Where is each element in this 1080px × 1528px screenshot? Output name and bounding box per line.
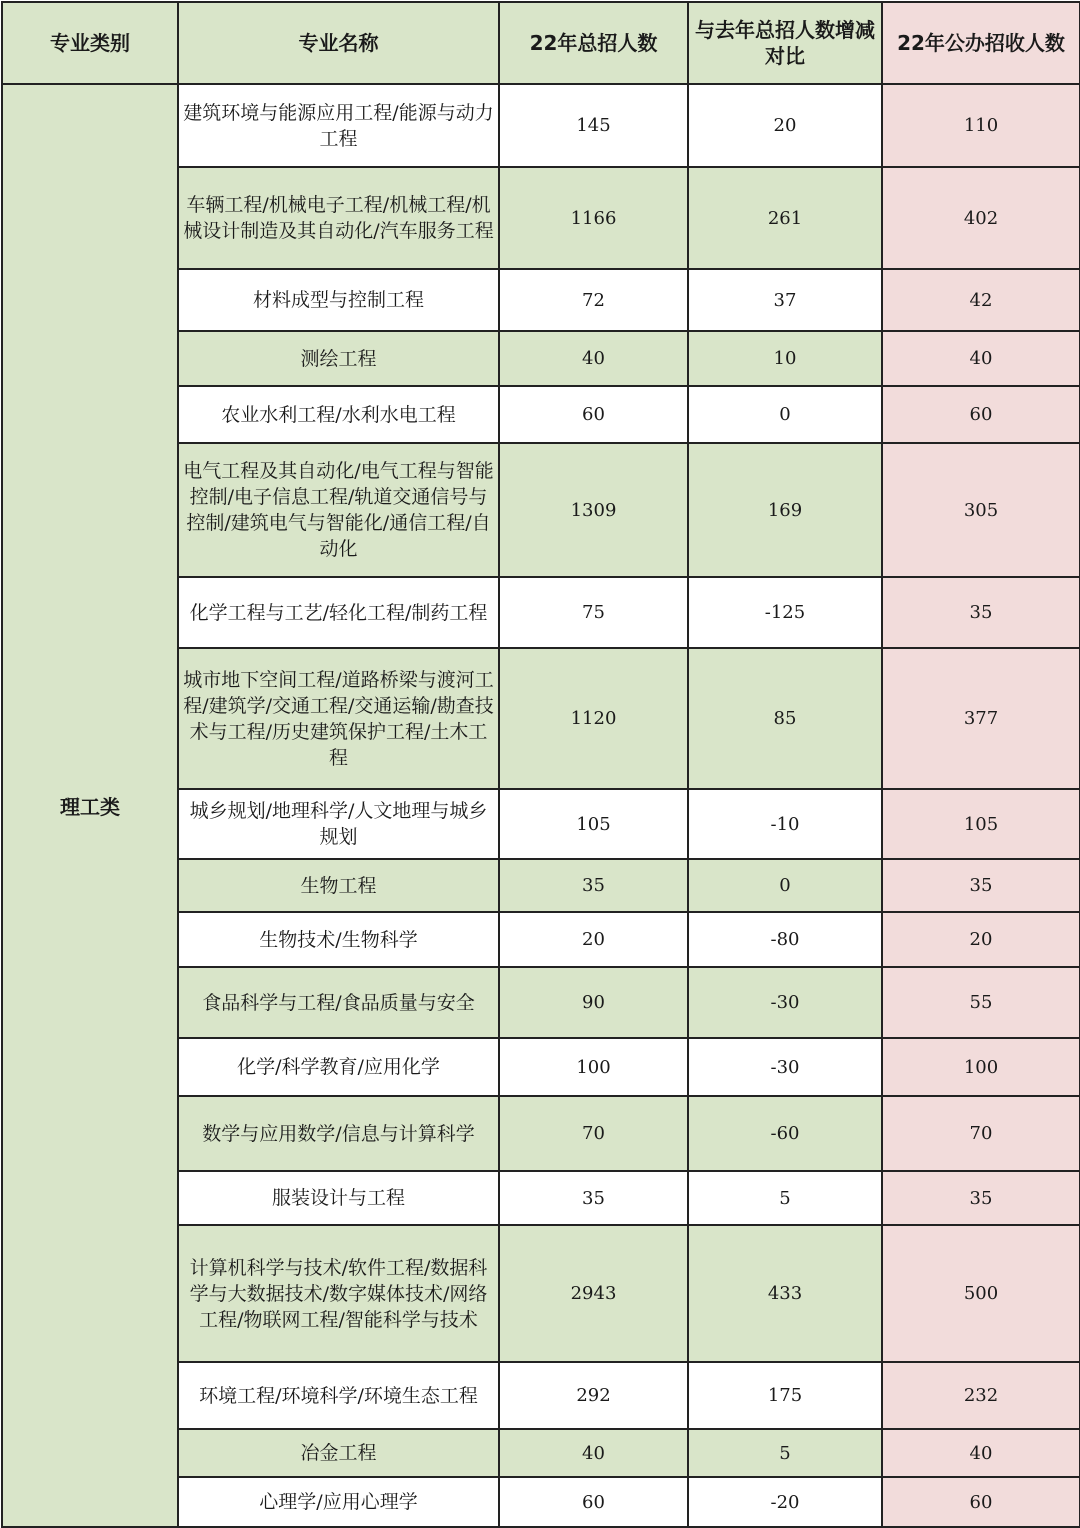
change-count: -20 — [688, 1477, 882, 1527]
major-name: 农业水利工程/水利水电工程 — [178, 386, 499, 443]
header-name: 专业名称 — [178, 2, 499, 84]
header-public: 22年公办招收人数 — [882, 2, 1080, 84]
change-count: 5 — [688, 1171, 882, 1225]
public-count: 20 — [882, 912, 1080, 967]
major-name: 城乡规划/地理科学/人文地理与城乡规划 — [178, 789, 499, 859]
major-name: 化学/科学教育/应用化学 — [178, 1038, 499, 1096]
major-name: 数学与应用数学/信息与计算科学 — [178, 1096, 499, 1171]
public-count: 35 — [882, 577, 1080, 648]
public-count: 35 — [882, 1171, 1080, 1225]
major-name: 食品科学与工程/食品质量与安全 — [178, 967, 499, 1038]
major-name: 城市地下空间工程/道路桥梁与渡河工程/建筑学/交通工程/交通运输/勘查技术与工程/历史建筑保护工程/土木工程 — [178, 648, 499, 789]
public-count: 60 — [882, 386, 1080, 443]
header-row — [2, 2, 1080, 84]
change-count: 175 — [688, 1362, 882, 1429]
major-name: 计算机科学与技术/软件工程/数据科学与大数据技术/数字媒体技术/网络工程/物联网工程/智能科学与技术 — [178, 1225, 499, 1362]
public-count: 70 — [882, 1096, 1080, 1171]
major-name: 建筑环境与能源应用工程/能源与动力工程 — [178, 84, 499, 167]
public-count: 500 — [882, 1225, 1080, 1362]
change-count: 169 — [688, 443, 882, 577]
major-name: 心理学/应用心理学 — [178, 1477, 499, 1527]
public-count: 40 — [882, 1429, 1080, 1477]
total-count: 60 — [499, 386, 688, 443]
public-count: 55 — [882, 967, 1080, 1038]
major-name: 材料成型与控制工程 — [178, 269, 499, 331]
public-count: 402 — [882, 167, 1080, 269]
change-count: -10 — [688, 789, 882, 859]
public-count: 377 — [882, 648, 1080, 789]
major-name: 生物技术/生物科学 — [178, 912, 499, 967]
major-name: 环境工程/环境科学/环境生态工程 — [178, 1362, 499, 1429]
change-count: 0 — [688, 859, 882, 912]
major-name: 冶金工程 — [178, 1429, 499, 1477]
change-count: 5 — [688, 1429, 882, 1477]
change-count: -30 — [688, 967, 882, 1038]
major-name: 测绘工程 — [178, 331, 499, 386]
total-count: 70 — [499, 1096, 688, 1171]
total-count: 145 — [499, 84, 688, 167]
total-count: 1120 — [499, 648, 688, 789]
public-count: 110 — [882, 84, 1080, 167]
total-count: 60 — [499, 1477, 688, 1527]
major-name: 服装设计与工程 — [178, 1171, 499, 1225]
major-name: 生物工程 — [178, 859, 499, 912]
total-count: 40 — [499, 331, 688, 386]
change-count: -60 — [688, 1096, 882, 1171]
total-count: 100 — [499, 1038, 688, 1096]
total-count: 2943 — [499, 1225, 688, 1362]
public-count: 42 — [882, 269, 1080, 331]
major-name: 电气工程及其自动化/电气工程与智能控制/电子信息工程/轨道交通信号与控制/建筑电气与智能化/通信工程/自动化 — [178, 443, 499, 577]
change-count: -125 — [688, 577, 882, 648]
total-count: 75 — [499, 577, 688, 648]
public-count: 35 — [882, 859, 1080, 912]
major-name: 化学工程与工艺/轻化工程/制药工程 — [178, 577, 499, 648]
change-count: 37 — [688, 269, 882, 331]
change-count: 433 — [688, 1225, 882, 1362]
total-count: 20 — [499, 912, 688, 967]
header-category: 专业类别 — [2, 2, 178, 84]
table-row — [2, 84, 1080, 167]
public-count: 60 — [882, 1477, 1080, 1527]
total-count: 90 — [499, 967, 688, 1038]
change-count: -80 — [688, 912, 882, 967]
change-count: 20 — [688, 84, 882, 167]
total-count: 1166 — [499, 167, 688, 269]
public-count: 100 — [882, 1038, 1080, 1096]
change-count: 10 — [688, 331, 882, 386]
total-count: 35 — [499, 859, 688, 912]
total-count: 72 — [499, 269, 688, 331]
public-count: 40 — [882, 331, 1080, 386]
change-count: 261 — [688, 167, 882, 269]
major-name: 车辆工程/机械电子工程/机械工程/机械设计制造及其自动化/汽车服务工程 — [178, 167, 499, 269]
total-count: 40 — [499, 1429, 688, 1477]
category-cell: 理工类 — [2, 84, 178, 1527]
public-count: 232 — [882, 1362, 1080, 1429]
enrollment-table — [1, 1, 1080, 1528]
public-count: 305 — [882, 443, 1080, 577]
header-total: 22年总招人数 — [499, 2, 688, 84]
total-count: 35 — [499, 1171, 688, 1225]
public-count: 105 — [882, 789, 1080, 859]
total-count: 1309 — [499, 443, 688, 577]
change-count: 85 — [688, 648, 882, 789]
total-count: 105 — [499, 789, 688, 859]
total-count: 292 — [499, 1362, 688, 1429]
change-count: -30 — [688, 1038, 882, 1096]
change-count: 0 — [688, 386, 882, 443]
header-change: 与去年总招人数增减对比 — [688, 2, 882, 84]
